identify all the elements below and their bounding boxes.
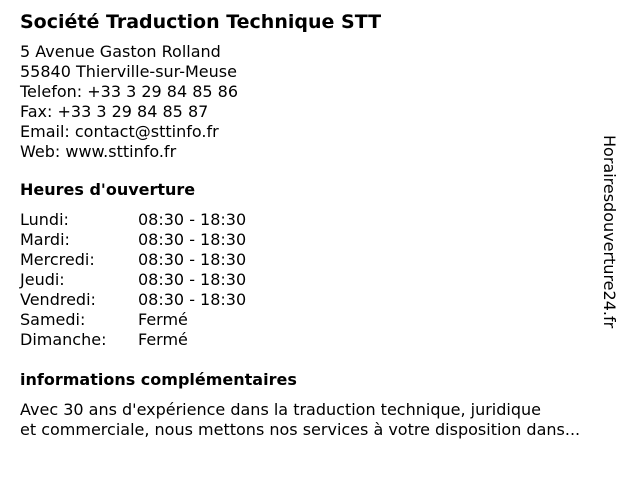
hours-row-saturday xyxy=(20,310,620,330)
hours-day: Dimanche: xyxy=(20,330,107,349)
additional-info-line-2: et commerciale, nous mettons nos services à votre disposition dans... xyxy=(20,420,581,439)
hours-day: Mardi: xyxy=(20,230,70,249)
hours-day: Jeudi: xyxy=(20,270,65,289)
hours-time: 08:30 - 18:30 xyxy=(138,250,247,269)
hours-time: 08:30 - 18:30 xyxy=(138,210,247,229)
hours-time: 08:30 - 18:30 xyxy=(138,290,247,309)
hours-day: Lundi: xyxy=(20,210,69,229)
additional-info-heading: informations complémentaires xyxy=(20,370,297,389)
web-line: Web: www.sttinfo.fr xyxy=(20,142,177,161)
hours-row-friday xyxy=(20,290,620,310)
hours-time: 08:30 - 18:30 xyxy=(138,270,247,289)
fax-line: Fax: +33 3 29 84 85 87 xyxy=(20,102,209,121)
additional-info-text xyxy=(20,400,620,440)
company-name: Société Traduction Technique STT xyxy=(20,11,382,33)
hours-row-thursday xyxy=(20,270,620,290)
hours-time: Fermé xyxy=(138,310,188,329)
hours-day: Samedi: xyxy=(20,310,86,329)
hours-time: Fermé xyxy=(138,330,188,349)
email-line: Email: contact@sttinfo.fr xyxy=(20,122,219,141)
opening-hours-table xyxy=(20,210,620,350)
address-street: 5 Avenue Gaston Rolland xyxy=(20,42,221,61)
business-card xyxy=(20,8,620,440)
hours-time: 08:30 - 18:30 xyxy=(138,230,247,249)
hours-row-monday xyxy=(20,210,620,230)
hours-row-wednesday xyxy=(20,250,620,270)
additional-info-line-1: Avec 30 ans d'expérience dans la traduction technique, juridique xyxy=(20,400,541,419)
hours-day: Mercredi: xyxy=(20,250,95,269)
hours-row-sunday xyxy=(20,330,620,350)
site-watermark: Horairesdouverture24.fr xyxy=(600,135,619,329)
address-city: 55840 Thierville-sur-Meuse xyxy=(20,62,237,81)
hours-day: Vendredi: xyxy=(20,290,96,309)
hours-row-tuesday xyxy=(20,230,620,250)
opening-hours-heading: Heures d'ouverture xyxy=(20,180,196,199)
phone-line: Telefon: +33 3 29 84 85 86 xyxy=(20,82,239,101)
